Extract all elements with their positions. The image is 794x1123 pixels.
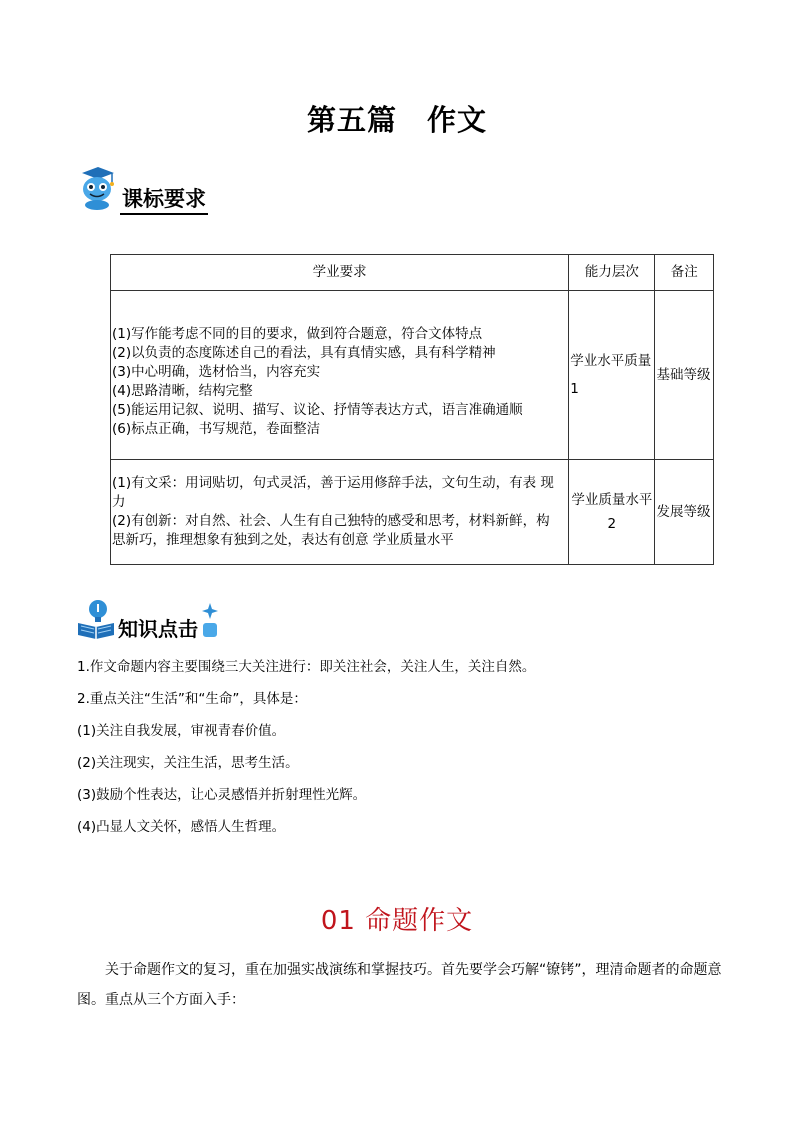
book-lightbulb-icon [76,597,116,643]
knowledge-point: (4)凸显人文关怀，感悟人生哲理。 [77,819,286,835]
section-heading-curriculum [76,165,208,215]
knowledge-point: (1)关注自我发展，审视青春价值。 [77,723,286,739]
knowledge-point: 1.作文命题内容主要围绕三大关注进行：即关注社会，关注人生，关注自然。 [77,659,536,675]
sparkle-icon [200,601,220,643]
note-cell: 基础等级 [655,291,714,460]
body-paragraph: 关于命题作文的复习，重在加强实战演练和掌握技巧。首先要学会巧解“镣铐”，理清命题者的命题意图。重点从三个方面入手： [77,962,722,1008]
section-label-curriculum: 课标要求 [120,186,208,215]
section-label-knowledge: 知识点击 [118,617,198,641]
table-row [111,460,714,565]
page-title: 第五篇 作文 [306,103,487,137]
requirement-line: (2)以负责的态度陈述自己的看法，具有真情实感，具有科学精神 [112,345,496,361]
section-heading-knowledge [76,597,220,643]
requirement-line: (3)中心明确，选材恰当，内容充实 [112,364,321,380]
level-cell: 学业质量水平2 [569,460,655,565]
table-row [111,291,714,460]
knowledge-point: (3)鼓励个性表达，让心灵感悟并折射理性光辉。 [77,787,367,803]
table-header-row [111,255,714,291]
header-level: 能力层次 [569,255,655,291]
knowledge-point: (2)关注现实，关注生活，思考生活。 [77,755,299,771]
requirements-cell [111,460,569,565]
note-cell: 发展等级 [655,460,714,565]
header-requirements: 学业要求 [111,255,569,291]
requirement-line: (4)思路清晰，结构完整 [112,383,253,399]
requirements-table [110,254,714,565]
header-note: 备注 [655,255,714,291]
section-title-proposition-essay: 01 命题作文 [320,906,474,936]
level-cell: 学业水平质量 1 [569,291,655,460]
requirement-line: (1)有文采：用词贴切，句式灵活，善于运用修辞手法，文句生动，有表 现力 [112,475,554,510]
requirement-line: (5)能运用记叙、说明、描写、议论、抒情等表达方式，语言准确通顺 [112,402,523,418]
requirement-line: (1)写作能考虑不同的目的要求，做到符合题意，符合文体特点 [112,326,483,342]
requirement-line: (2)有创新：对自然、社会、人生有自己独特的感受和思考，材料新鲜，构 思新巧，推理想象有独到之处，表达有创意 学业质量水平 [112,513,550,548]
requirement-line: (6)标点正确，书写规范，卷面整洁 [112,421,321,437]
requirements-cell [111,291,569,460]
knowledge-point: 2.重点关注“生活”和“生命”，具体是： [77,691,307,707]
graduate-mascot-icon [76,165,120,215]
